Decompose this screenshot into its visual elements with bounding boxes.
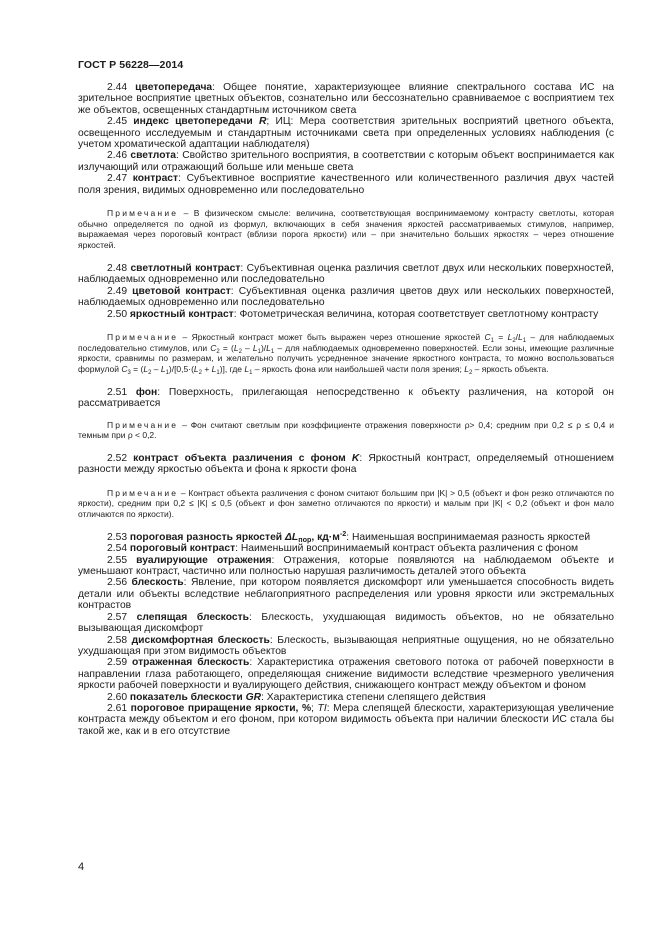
term-2-53: 2.53 пороговая разность яркостей $\Delta L_{пор}$, $кд\cdot м^{-2}$: Наименьшая воспринимаемая разность яркостей [107, 528, 591, 544]
term-2-49: 2.49 цветовой контраст: Субъективная оценка различия цветов двух или нескольких поверхностей, наблюдаемых одновременно или последовательно [78, 285, 614, 309]
note-background: Примечание – Фон считают светлым при коэффициенте отражения поверхности ρ> 0,4; средним при 0,2 ≤ ρ ≤ 0,4 и темным при ρ < 0,2. [78, 419, 614, 441]
term-2-51: 2.51 фон: Поверхность, прилегающая непосредственно к объекту различения, на которой он рассматривается [78, 386, 614, 410]
term-2-47: 2.47 контраст: Субъективное восприятие качественного или количественного различия двух частей поля зрения, видимых одновременно или последовательно [78, 173, 614, 196]
term-2-57: 2.57 слепящая блескость: Блескость, ухудшающая видимость объектов, но не обязательно вызывающая дискомфорт [78, 611, 615, 635]
term-2-61: 2.61 пороговое приращение яркости, %; TI: Мера слепящей блескости, характеризующая увеличение контраста между объектом и его фоном, при котором видимость объекта при наличии блескости ИС стала бы такой же, как и в его отсутствие [78, 702, 614, 737]
page-number: 4 [78, 861, 85, 873]
term-2-46: 2.46 светлота: Свойство зрительного восприятия, в соответствии с которым объект воспринимается как излучающий или отражающий больше или меньше света [78, 150, 614, 173]
note-luminance-contrast: Примечание – Яркостный контраст может быть выражен через отношение яркостей $C_1 = L_2/L_1$ – для наблюдаемых последовательно стимулов, или $C_2 = (L_2 - L_1)/L_1$ – для наблюдаемых одновременно поверхностей. Если зоны, имеющие различные яркости, сравнимы по размерам, и желательно получить усредненное значение яркостного контраста, то можно воспользоваться формулой $C_3 = (L_2 - L_1)/[0,5\cdot(L_2 + L_1)]$, где $L_1$ – яркость фона или наибольшей части поля зрения; $L_2$ – яркость объекта. [78, 331, 615, 377]
term-2-56: 2.56 блескость: Явление, при котором появляется дискомфорт или уменьшается способность видеть детали или объекты вследствие неблагоприятного распределения или уровня яркости или экстремальных контрастов [78, 577, 614, 612]
term-2-60: 2.60 показатель блескости GR: Характеристика степени слепящего действия [107, 691, 486, 703]
term-2-50: 2.50 яркостный контраст: Фотометрическая величина, которая соответствует светлотному контрасту [107, 308, 599, 320]
term-2-58: 2.58 дискомфортная блескость: Блескость, вызывающая неприятные ощущения, но не обязательно ухудшающая при этом видимость объектов [78, 634, 614, 657]
document-body [78, 82, 614, 737]
term-2-45: 2.45 индекс цветопередачи R; ИЦ: Мера соответствия зрительных восприятий цветного объекта, освещенного исследуемым и стандартным источниками света при определенных условиях наблюдения (с учетом хроматической адаптации наблюдателя) [78, 116, 614, 151]
term-2-52: 2.52 контраст объекта различения с фоном K: Яркостный контраст, определяемый отношением разности между яркостью объекта и фона к яркости фона [78, 452, 614, 476]
note-contrast: Примечание – В физическом смысле: величина, соответствующая воспринимаемому контрасту светлоты, которая обычно определяется по одной из формул, включающих в себя значения яркостей рассматриваемых стимулов, например, выражаемая через пороговый контраст (вблизи порога яркости) или – при значительно больших яркостях – через отношение яркостей. [78, 208, 614, 251]
term-2-44: 2.44 цветопередача: Общее понятие, характеризующее влияние спектрального состава ИС на зрительное восприятие цветных объектов, сознательно или бессознательно сравниваемое с восприятием тех же объектов, освещенных стандартным источником света [78, 82, 614, 116]
term-2-54: 2.54 пороговый контраст: Наименьший воспринимаемый контраст объекта различения с фоном [107, 543, 579, 555]
note-object-contrast: Примечание – Контраст объекта различения с фоном считают большим при |K| > 0,5 (объект и фон резко отличаются по яркости), средним при 0,2 ≤ |K| ≤ 0,5 (объект и фон заметно отличаются по яркости) и малым при |K| < 0,2 (объект и фон мало отличаются по яркости). [78, 487, 614, 520]
document-header: ГОСТ Р 56228—2014 [78, 59, 184, 71]
term-2-55: 2.55 вуалирующие отражения: Отражения, которые появляются на наблюдаемом объекте и уменьшают контраст, частично или полностью нарушая различимость деталей этого объекта [78, 554, 614, 578]
term-2-59: 2.59 отраженная блескость: Характеристика отражения светового потока от рабочей поверхности в направлении глаза работающего, определяющая снижение видимости вследствие чрезмерного увеличения яркости рабочей поверхности и вуалирующего действия, снижающего контраст между объектом и фоном [78, 657, 614, 692]
term-2-48: 2.48 светлотный контраст: Субъективная оценка различия светлот двух или нескольких поверхностей, наблюдаемых одновременно или последовательно [78, 262, 614, 286]
